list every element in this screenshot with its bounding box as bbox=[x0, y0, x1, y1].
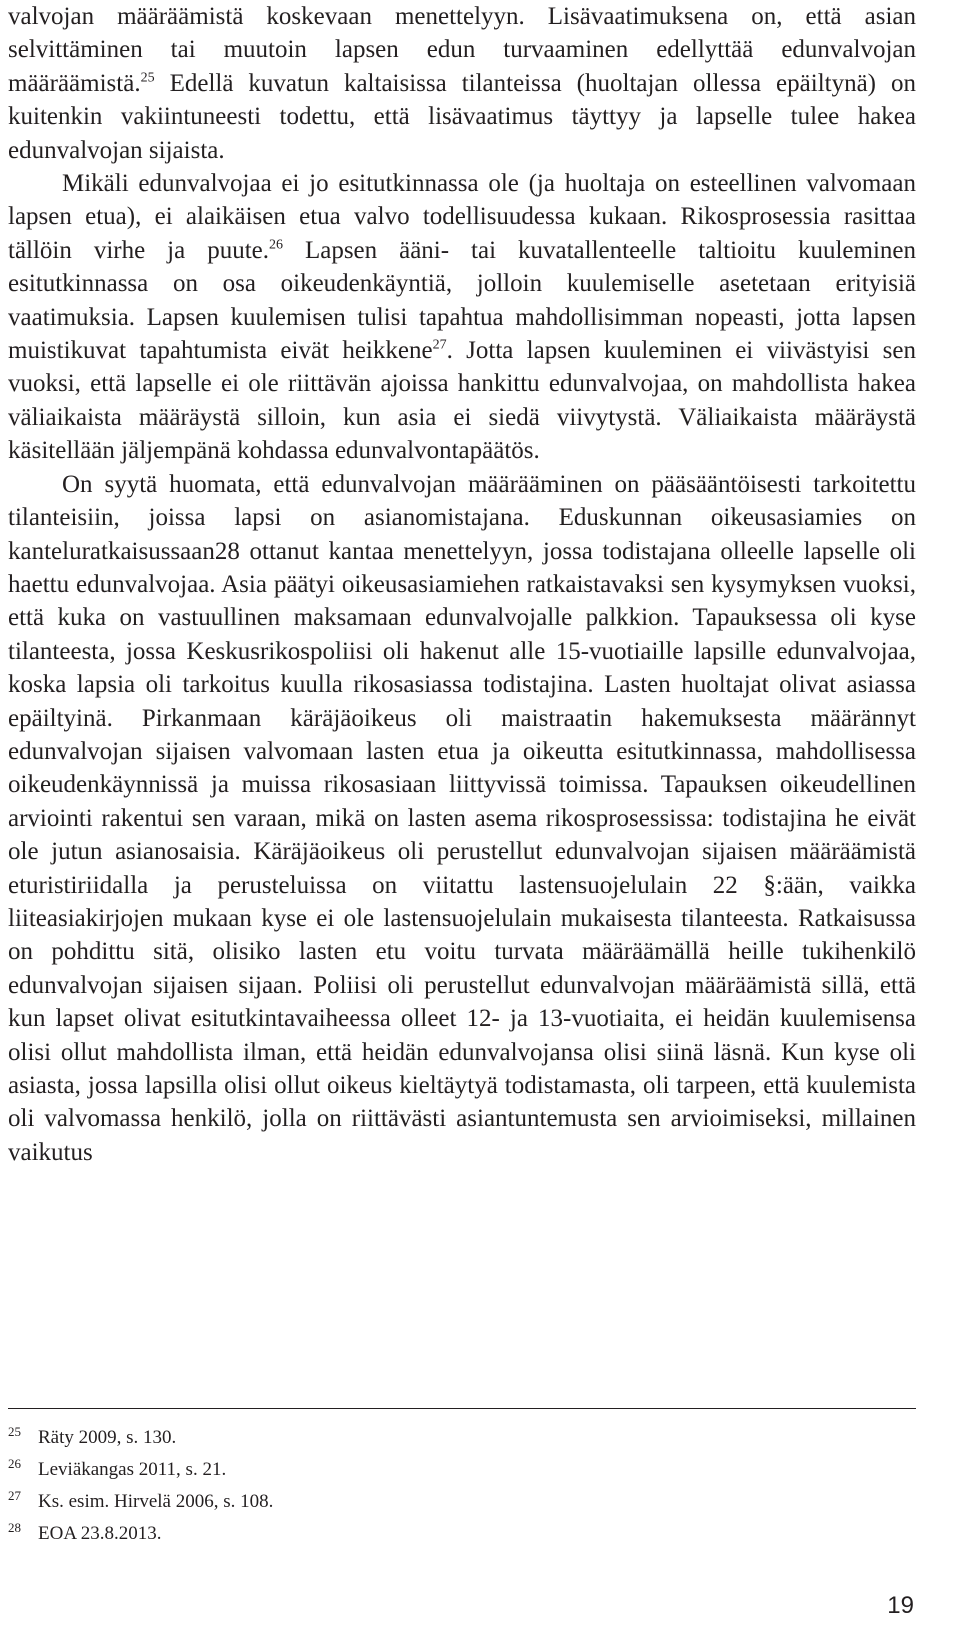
page-body bbox=[8, 0, 916, 1169]
footnote-25 bbox=[8, 1422, 916, 1454]
body-text bbox=[8, 0, 916, 1169]
page-number: 19 bbox=[887, 1592, 914, 1619]
footnote-number: 25 bbox=[8, 1424, 21, 1439]
footnote-27 bbox=[8, 1486, 916, 1518]
footnote-text: Ks. esim. Hirvelä 2006, s. 108. bbox=[38, 1491, 274, 1512]
footnotes bbox=[8, 1422, 916, 1550]
footnote-text: EOA 23.8.2013. bbox=[38, 1523, 162, 1544]
paragraph-1 bbox=[8, 0, 916, 167]
footnote-26 bbox=[8, 1454, 916, 1486]
paragraph-3: On syytä huomata, että edunvalvojan määrääminen on pääsääntöisesti tarkoitettu tilanteisiin, joissa lapsi on asianomistajana. Eduskunnan oikeusasiamies on kanteluratkaisussaan28 ottanut kantaa menettelyyn, jossa todistajana olleelle lapselle oli haettu edunvalvojaa. Asia päätyi oikeusasiamiehen ratkaistavaksi sen kysymyksen vuoksi, että kuka on vastuullinen maksamaan edunvalvojalle palkkion. Tapauksessa oli kyse tilanteesta, jossa Keskusrikospoliisi oli hakenut alle 15-vuotiaille lapsille edunvalvojaa, koska lapsia oli tarkoitus kuulla rikosasiassa todistajina. Lasten huoltajat olivat asiassa epäiltyinä. Pirkanmaan käräjäoikeus oli maistraatin hakemuksesta määrännyt edunvalvojan sijaisen valvomaan lasten etua ja oikeutta esitutkinnassa, mahdollisessa oikeudenkäynnissä ja muissa rikosasiaan liittyvissä toimissa. Tapauksen oikeudellinen arviointi rakentui sen varaan, mikä on lasten asema rikosprosessissa: todistajina he eivät ole jutun asianosaisia. Käräjäoikeus oli perustellut edunvalvojan sijaisen määräämistä eturistiriidalla ja perusteluissa on viitattu lastensuojelulain 22 §:ään, vaikka liiteasiakirjojen mukaan kyse ei ole lastensuojelulain mukaisesta tilanteesta. Ratkaisussa on pohdittu sitä, olisiko lasten etu voitu turvata määräämällä heille tukihenkilö edunvalvojan sijaisen sijaan. Poliisi oli perustellut edunvalvojan määräämistä sillä, että kun lapset olivat esitutkintavaiheessa olleet 12- ja 13-vuotiaita, ei heidän kuulemisensa olisi ollut mahdollista ilman, että heidän edunvalvojansa olisi siinä läsnä. Kun kyse oli asiasta, jossa lapsilla olisi ollut oikeus kieltäytyä todistamasta, oli tarpeen, että kuulemista oli valvomassa henkilö, jolla on riittävästi asiantuntemusta sen arvioimiseksi, millainen vaikutus bbox=[8, 470, 916, 1166]
paragraph-2-text-b: Lapsen ääni- tai kuvatallenteelle taltioitu kuuleminen esitutkinnassa on osa oikeudenkäyntiä, jolloin kuulemiselle asetetaan erityisiä vaatimuksia. Lapsen kuulemisen tulisi tapahtua mahdollisimman nopeasti, jotta lapsen muistikuvat tapahtumista eivät heikkene bbox=[8, 236, 916, 365]
footnote-number: 26 bbox=[8, 1456, 21, 1471]
footnote-28 bbox=[8, 1518, 916, 1550]
footnote-text: Räty 2009, s. 130. bbox=[38, 1427, 177, 1448]
paragraph-2-text-c: . Jotta lapsen kuuleminen ei viivästyisi sen vuoksi, että lapselle ei ole riittävän ajoissa hankittu edunvalvojaa, on mahdollista hakea väliaikaista määräystä silloin, kun asia ei siedä viivytystä. Väliaikaista määräystä käsitellään jäljempänä kohdassa edunvalvontapäätös. bbox=[8, 337, 916, 465]
paragraph-1-text-b: Edellä kuvatun kaltaisissa tilanteissa (huoltajan ollessa epäiltynä) on kuitenkin vakiintuneesti todettu, että lisävaatimus täyttyy ja lapselle tulee hakea edunvalvojan sijaista. bbox=[8, 69, 916, 164]
footnote-ref-27[interactable]: 27 bbox=[432, 337, 447, 353]
footnote-text: Leviäkangas 2011, s. 21. bbox=[38, 1459, 227, 1480]
paragraph-2 bbox=[8, 167, 916, 468]
footnote-divider bbox=[8, 1408, 916, 1409]
paragraph-1-text-a: valvojan määräämistä koskevaan menettelyyn. Lisävaatimuksena on, että asian selvittäminen tai muutoin lapsen edun turvaaminen edellyttää edunvalvojan määräämistä. bbox=[8, 3, 916, 97]
paragraph-2-text-a: Mikäli edunvalvojaa ei jo esitutkinnassa ole (ja huoltaja on esteellinen valvomaan lapsen etua), ei alaikäisen etua valvo todellisuudessa kukaan. Rikosprosessia rasittaa tällöin virhe ja puute. bbox=[8, 170, 916, 264]
footnote-number: 28 bbox=[8, 1520, 21, 1535]
footnote-ref-26[interactable]: 26 bbox=[268, 237, 283, 253]
footnote-ref-25[interactable]: 25 bbox=[140, 70, 155, 86]
footnote-number: 27 bbox=[8, 1488, 21, 1503]
